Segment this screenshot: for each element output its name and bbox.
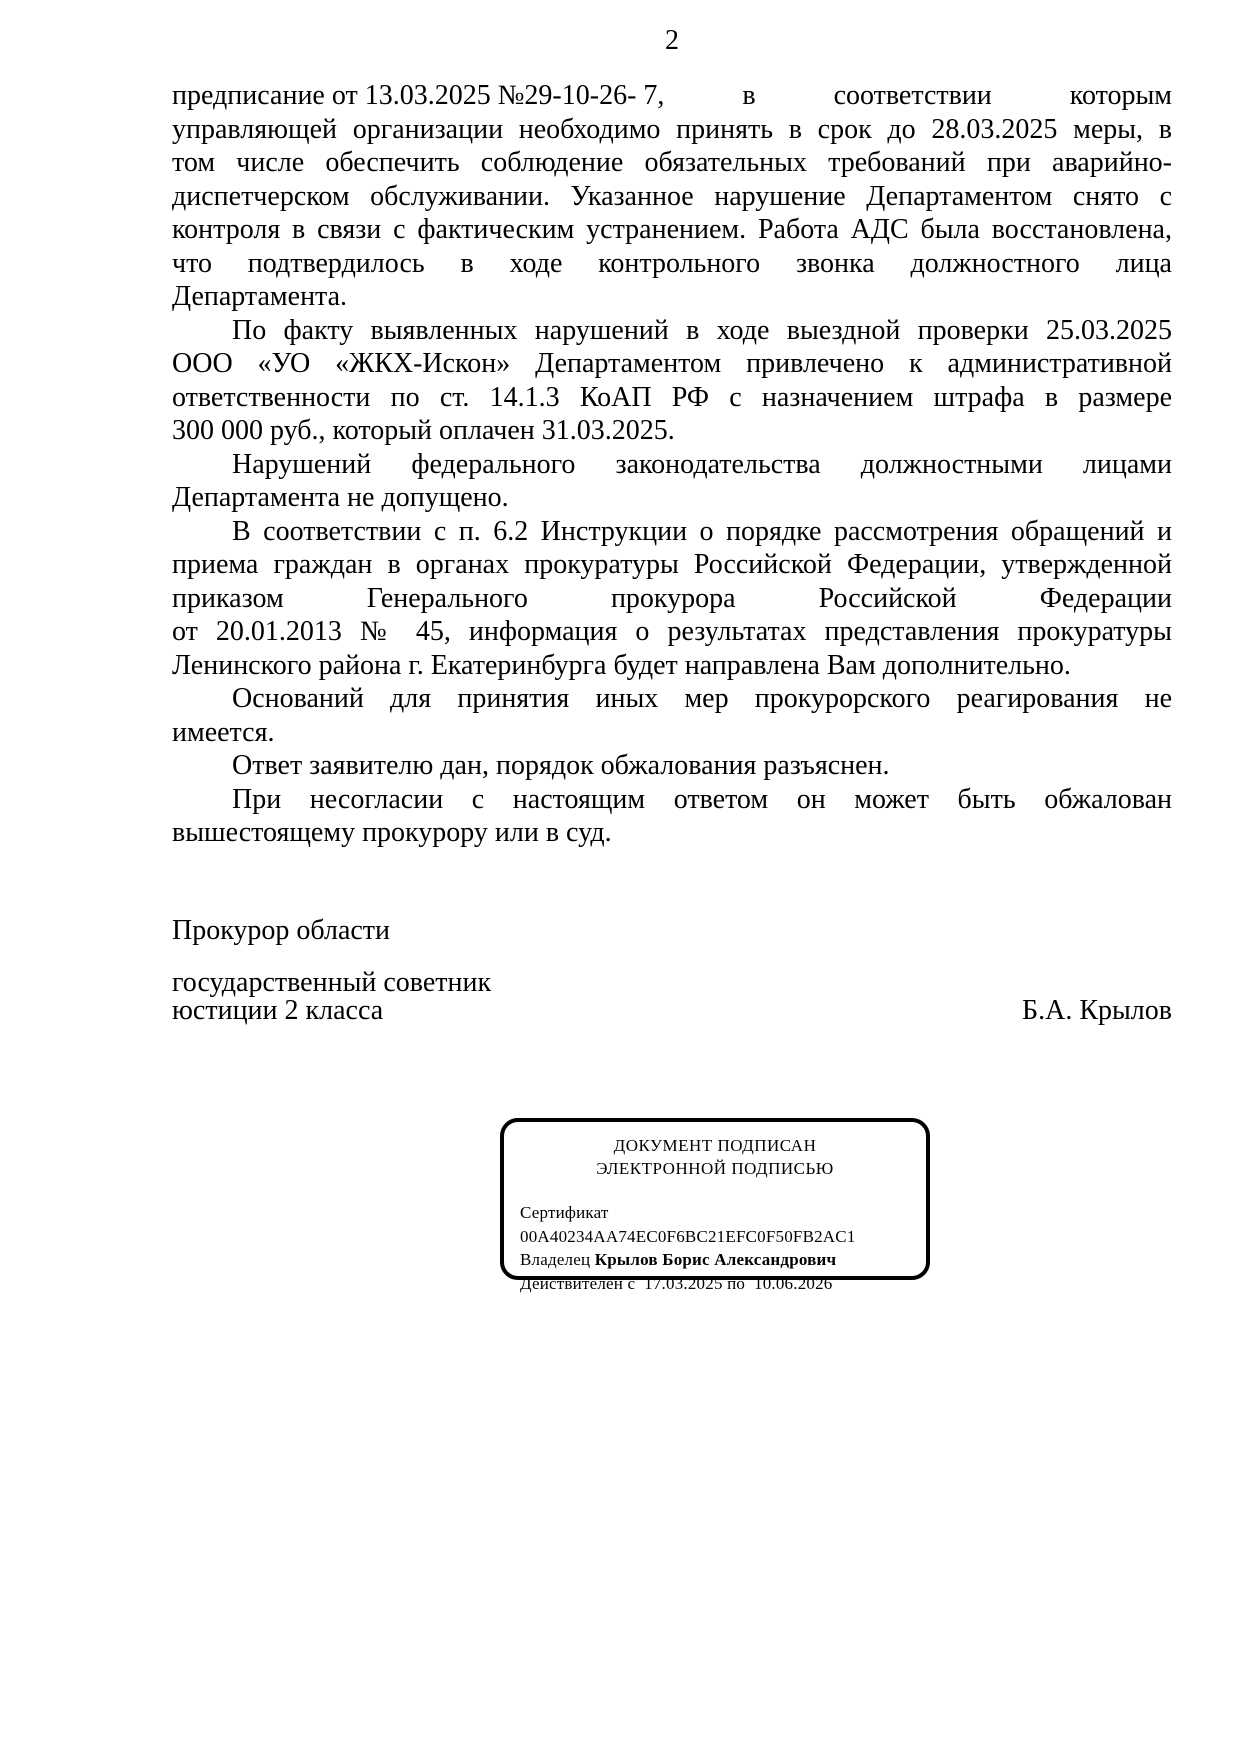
text-line: Ответ заявителю дан, порядок обжалования разъяснен. [232, 750, 890, 781]
paragraph [172, 448, 1172, 515]
text-line-fixed-part: предписание от 13.03.2025 №29-10-26- 7, [172, 80, 665, 111]
text-line: ООО «УО «ЖКХ-Искон» Департаментом привлечено к административной [172, 348, 1172, 379]
text-line: В соответствии с п. 6.2 Инструкции о порядке рассмотрения обращений и [232, 515, 1172, 547]
text-line: ответственности по ст. 14.1.3 КоАП РФ с назначением штрафа в размере [172, 381, 1172, 413]
text-line: имеется. [172, 716, 275, 748]
text-line: диспетчерском обслуживании. Указанное нарушение Департаментом снято с [172, 180, 1172, 212]
signer-rank-line2: юстиции 2 класса [172, 995, 384, 1026]
paragraph [172, 682, 1172, 749]
signer-position: Прокурор области [172, 915, 391, 946]
text-line: При несогласии с настоящим ответом он может быть обжалован [232, 783, 1172, 815]
text-line: Департамента не допущено. [172, 482, 509, 513]
text-line: предписание от 13.03.2025 №29-10-26- 7, в соответствии которым [172, 80, 1172, 111]
stamp-owner-name: Крылов Борис Александрович [594, 1250, 837, 1269]
stamp-owner-line [520, 1248, 918, 1272]
text-line: вышестоящему прокурору или в суд. [172, 817, 612, 848]
page-number: 2 [665, 25, 679, 56]
stamp-title [504, 1134, 926, 1180]
stamp-certificate-value: 00A40234AA74EC0F6BC21EFC0F50FB2AC1 [520, 1226, 856, 1246]
text-line: 300 000 руб., который оплачен 31.03.2025. [172, 415, 675, 446]
stamp-certificate-line [520, 1201, 918, 1248]
text-line: что подтвердилось в ходе контрольного звонка должностного лица [172, 247, 1172, 279]
stamp-title-line2: ЭЛЕКТРОННОЙ ПОДПИСЬЮ [596, 1159, 834, 1178]
signer-rank-line1: государственный советник [172, 967, 492, 998]
text-line: от 20.01.2013 № 45, информация о результатах представления прокуратуры [172, 616, 1172, 647]
stamp-owner-label: Владелец [520, 1250, 591, 1269]
signer-rank-block [172, 969, 1172, 1025]
text-line: приема граждан в органах прокуратуры Российской Федерации, утвержденной [172, 549, 1172, 580]
text-line: Ленинского района г. Екатеринбурга будет направлена Вам дополнительно. [172, 649, 1071, 681]
paragraph [172, 749, 1172, 783]
paragraph [172, 783, 1172, 850]
text-line: Департамента. [172, 281, 348, 312]
text-line: приказом Генерального прокурора Российской Федерации [172, 582, 1172, 614]
text-line: том числе обеспечить соблюдение обязательных требований при аварийно- [172, 147, 1172, 178]
paragraph [172, 314, 1172, 448]
text-line: Нарушений федерального законодательства должностными лицами [232, 448, 1172, 480]
document-body [172, 79, 1172, 850]
paragraph [172, 515, 1172, 683]
signer-name: Б.А. Крылов [1022, 995, 1172, 1026]
text-line: управляющей организации необходимо принять в срок до 28.03.2025 меры, в [172, 113, 1172, 145]
stamp-details [504, 1201, 926, 1295]
stamp-validity-line: Действителен с 17.03.2025 по 10.06.2026 [520, 1273, 833, 1293]
stamp-title-line1: ДОКУМЕНТ ПОДПИСАН [613, 1136, 817, 1155]
stamp-certificate-label: Сертификат [520, 1203, 609, 1222]
text-line: Оснований для принятия иных мер прокурорского реагирования не [232, 683, 1172, 714]
signature-stamp [500, 1118, 930, 1293]
text-line: По факту выявленных нарушений в ходе выездной проверки 25.03.2025 [232, 314, 1172, 346]
paragraph [172, 79, 1172, 314]
text-line: контроля в связи с фактическим устранением. Работа АДС была восстановлена, [172, 214, 1172, 245]
